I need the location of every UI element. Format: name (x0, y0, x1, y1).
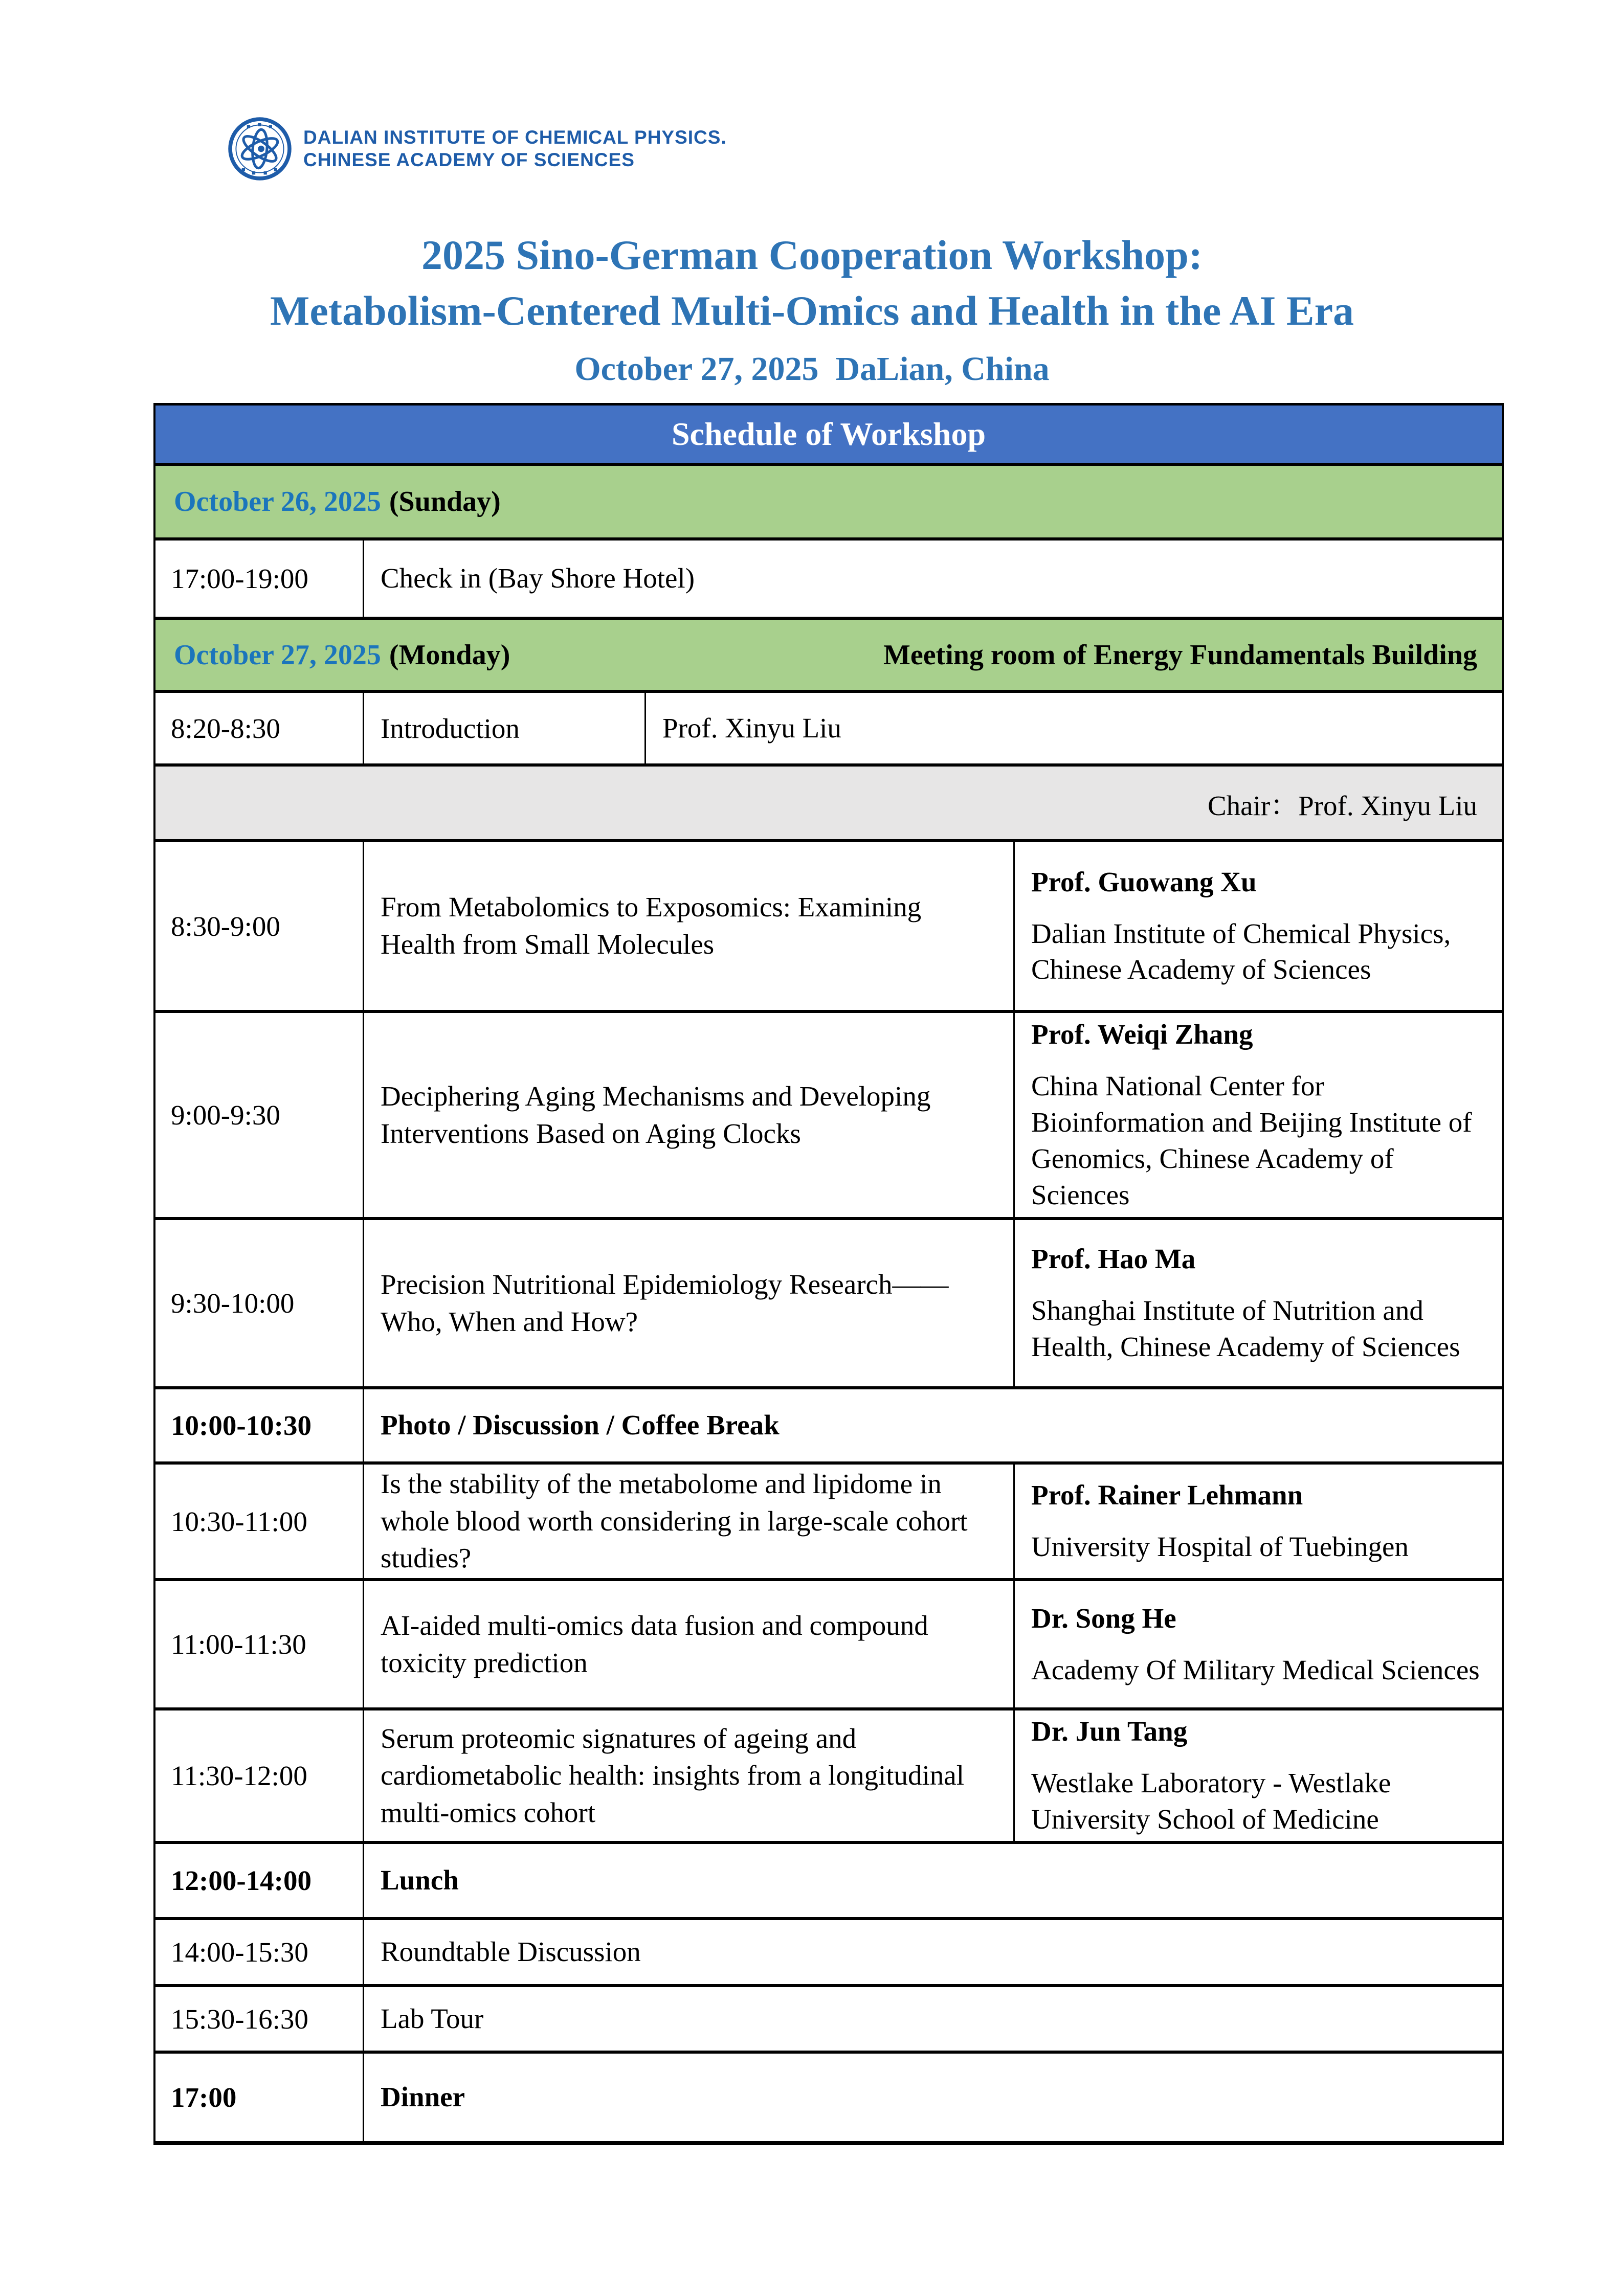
time-cell: 9:30-10:00 (171, 1288, 295, 1319)
day-date: October 27, 2025 (174, 639, 381, 671)
schedule-row-lunch (155, 1844, 1502, 1920)
speaker-cell (1013, 842, 1502, 1010)
time-cell: 10:00-10:30 (171, 1410, 312, 1441)
workshop-title-line2: Metabolism-Centered Multi-Omics and Health in the AI Era (270, 287, 1354, 334)
speaker-name: Prof. Guowang Xu (1031, 866, 1257, 897)
speaker-name: Dr. Song He (1031, 1602, 1176, 1634)
activity-cell: Photo / Discussion / Coffee Break (363, 1389, 1502, 1461)
time-cell: 12:00-14:00 (171, 1865, 312, 1896)
talk-title-cell: AI-aided multi-omics data fusion and compound toxicity prediction (363, 1581, 1013, 1707)
schedule-row-checkin (155, 541, 1502, 620)
talk-title-cell: From Metabolomics to Exposomics: Examining Health from Small Molecules (363, 842, 1013, 1010)
time-cell: 10:30-11:00 (171, 1505, 307, 1537)
venue-label: Meeting room of Energy Fundamentals Building (883, 639, 1477, 671)
time-cell: 8:30-9:00 (171, 910, 280, 942)
session-row-1130 (155, 1710, 1502, 1844)
speaker-name: Dr. Jun Tang (1031, 1716, 1188, 1747)
speaker-affiliation: Academy Of Military Medical Sciences (1031, 1654, 1480, 1685)
table-title: Schedule of Workshop (671, 416, 986, 452)
activity-cell: Roundtable Discussion (363, 1920, 1502, 1984)
time-cell: 11:00-11:30 (171, 1629, 306, 1660)
session-row-1030 (155, 1465, 1502, 1581)
schedule-row-roundtable (155, 1920, 1502, 1987)
time-cell: 9:00-9:30 (171, 1099, 280, 1131)
time-cell: 15:30-16:30 (171, 2003, 308, 2035)
speaker-cell (1013, 1710, 1502, 1841)
day-name: (Monday) (389, 639, 510, 671)
institute-logo (228, 117, 727, 181)
session-row-1100 (155, 1581, 1502, 1710)
activity-cell: Lunch (363, 1844, 1502, 1917)
talk-title-cell: Deciphering Aging Mechanisms and Developing Interventions Based on Aging Clocks (363, 1013, 1013, 1217)
speaker-affiliation: China National Center for Bioinformation and Beijing Institute of Genomics, Chinese Academy of Sciences (1031, 1070, 1472, 1210)
speaker-name: Prof. Hao Ma (1031, 1243, 1196, 1275)
institute-name-line1: DALIAN INSTITUTE OF CHEMICAL PHYSICS. (303, 127, 727, 148)
speaker-affiliation: Westlake Laboratory - Westlake University School of Medicine (1031, 1767, 1391, 1835)
time-cell: 17:00 (171, 2082, 237, 2113)
schedule-row-dinner (155, 2054, 1502, 2145)
chair-row (155, 767, 1502, 842)
time-cell: 8:20-8:30 (171, 712, 280, 744)
talk-title-cell: Serum proteomic signatures of ageing and cardiometabolic health: insights from a longitudinal multi-omics cohort (363, 1710, 1013, 1841)
table-title-row (155, 406, 1502, 466)
speaker-cell (1013, 1013, 1502, 1217)
session-row-0830 (155, 842, 1502, 1013)
schedule-row-introduction (155, 693, 1502, 767)
speaker-affiliation: University Hospital of Tuebingen (1031, 1531, 1409, 1562)
activity-cell: Dinner (363, 2054, 1502, 2141)
speaker-name: Prof. Weiqi Zhang (1031, 1019, 1253, 1050)
time-cell: 14:00-15:30 (171, 1937, 308, 1968)
session-row-0900 (155, 1013, 1502, 1220)
schedule-row-labtour (155, 1987, 1502, 2054)
speaker-name: Prof. Rainer Lehmann (1031, 1479, 1303, 1511)
talk-title-cell: Is the stability of the metabolome and lipidome in whole blood worth considering in large-scale cohort studies? (363, 1465, 1013, 1578)
atom-emblem-icon (228, 117, 292, 181)
activity-cell: Check in (Bay Shore Hotel) (363, 541, 1502, 617)
day-row-oct27 (155, 620, 1502, 693)
schedule-table (153, 403, 1504, 2145)
workshop-date-location: October 27, 2025 DaLian, China (574, 350, 1050, 388)
activity-cell: Introduction (363, 693, 644, 763)
workshop-title-line1: 2025 Sino-German Cooperation Workshop: (421, 232, 1203, 278)
session-row-0930 (155, 1220, 1502, 1389)
institute-name-line2: CHINESE ACADEMY OF SCIENCES (303, 149, 635, 170)
talk-title-cell: Precision Nutritional Epidemiology Research——Who, When and How? (363, 1220, 1013, 1386)
time-cell: 17:00-19:00 (171, 563, 308, 594)
chair-label: Chair：Prof. Xinyu Liu (1207, 790, 1477, 821)
institute-name (303, 126, 727, 171)
day-row-oct26 (155, 466, 1502, 541)
speaker-affiliation: Shanghai Institute of Nutrition and Health, Chinese Academy of Sciences (1031, 1295, 1460, 1362)
day-name: (Sunday) (389, 486, 501, 517)
time-cell: 11:30-12:00 (171, 1760, 307, 1791)
schedule-row-coffee-break (155, 1389, 1502, 1465)
speaker-cell (1013, 1581, 1502, 1707)
day-date: October 26, 2025 (174, 486, 381, 517)
title-block (0, 227, 1624, 389)
speaker-cell (1013, 1220, 1502, 1386)
speaker-cell: Prof. Xinyu Liu (644, 693, 1502, 763)
activity-cell: Lab Tour (363, 1987, 1502, 2051)
speaker-cell (1013, 1465, 1502, 1578)
speaker-affiliation: Dalian Institute of Chemical Physics, Chinese Academy of Sciences (1031, 917, 1451, 985)
